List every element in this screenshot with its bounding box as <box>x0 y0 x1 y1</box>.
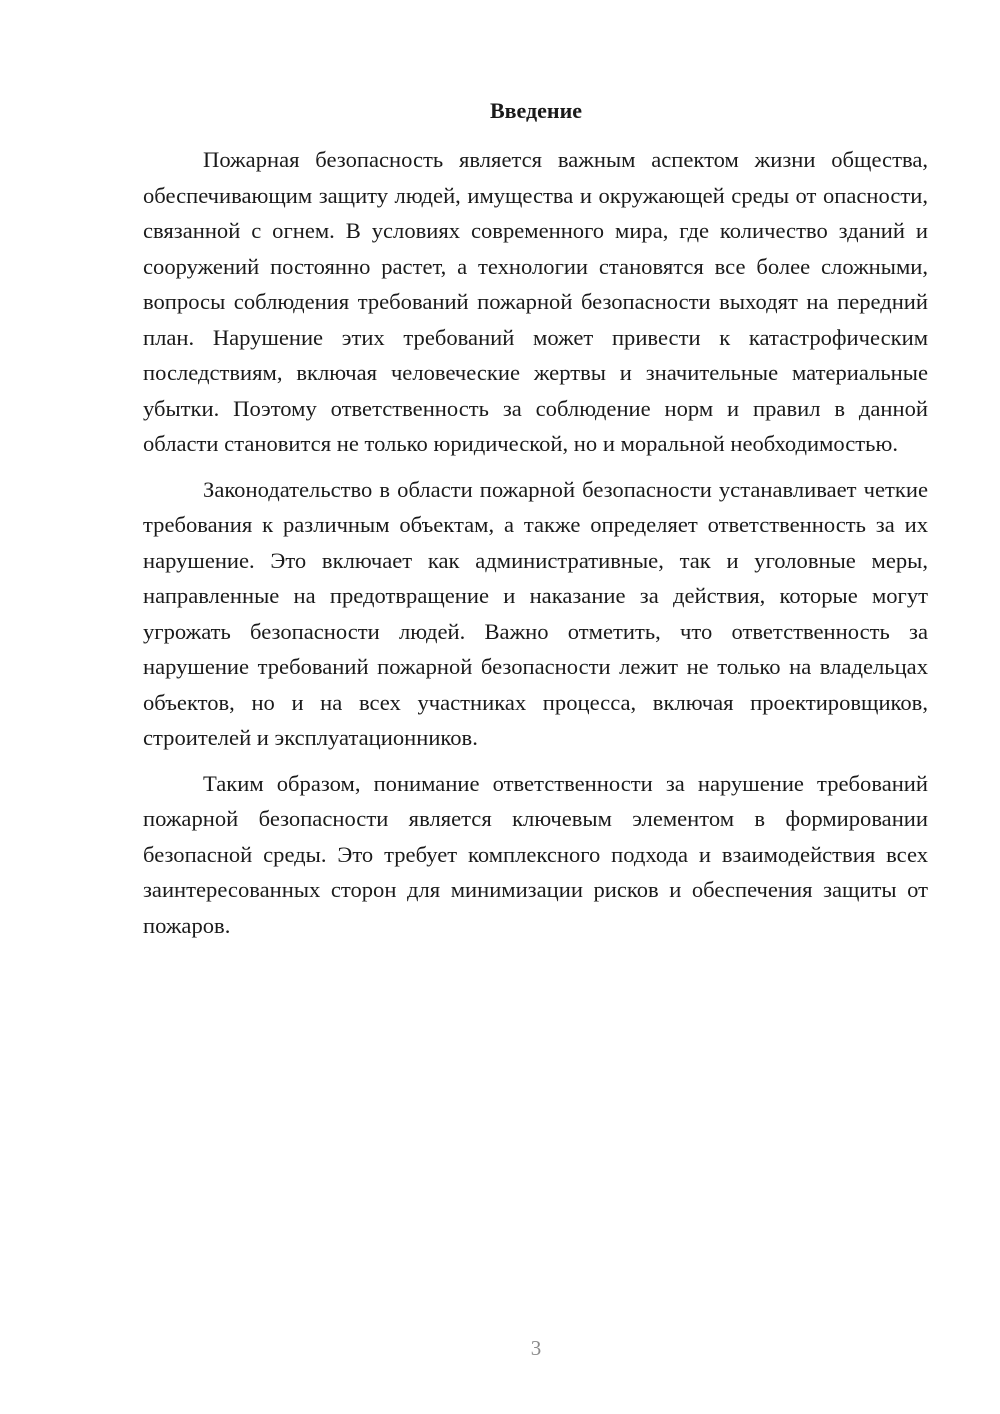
paragraph-1: Пожарная безопасность является важным аспектом жизни общества, обеспечивающим защиту людей, имущества и окружающей среды от опасности, связанной с огнем. В условиях современного мира, где количество зданий и сооружений постоянно растет, а технологии становятся все более сложными, вопросы соблюдения требований пожарной безопасности выходят на передний план. Нарушение этих требований может привести к катастрофическим последствиям, включая человеческие жертвы и значительные материальные убытки. Поэтому ответственность за соблюдение норм и правил в данной области становится не только юридической, но и моральной необходимостью. <box>143 147 928 456</box>
section-title: Введение <box>489 98 583 123</box>
paragraph-2: Законодательство в области пожарной безопасности устанавливает четкие требования к различным объектам, а также определяет ответственность за их нарушение. Это включает как административные, так и уголовные меры, направленные на предотвращение и наказание за действия, которые могут угрожать безопасности людей. Важно отметить, что ответственность за нарушение требований пожарной безопасности лежит не только на владельцах объектов, но и на всех участниках процесса, включая проектировщиков, строителей и эксплуатационников. <box>143 476 928 750</box>
body-text <box>143 142 928 953</box>
page-number: 3 <box>530 1336 542 1360</box>
paragraph-3: Таким образом, понимание ответственности за нарушение требований пожарной безопасности является ключевым элементом в формировании безопасной среды. Это требует комплексного подхода и взаимодействия всех заинтересованных сторон для минимизации рисков и обеспечения защиты от пожаров. <box>143 770 928 938</box>
